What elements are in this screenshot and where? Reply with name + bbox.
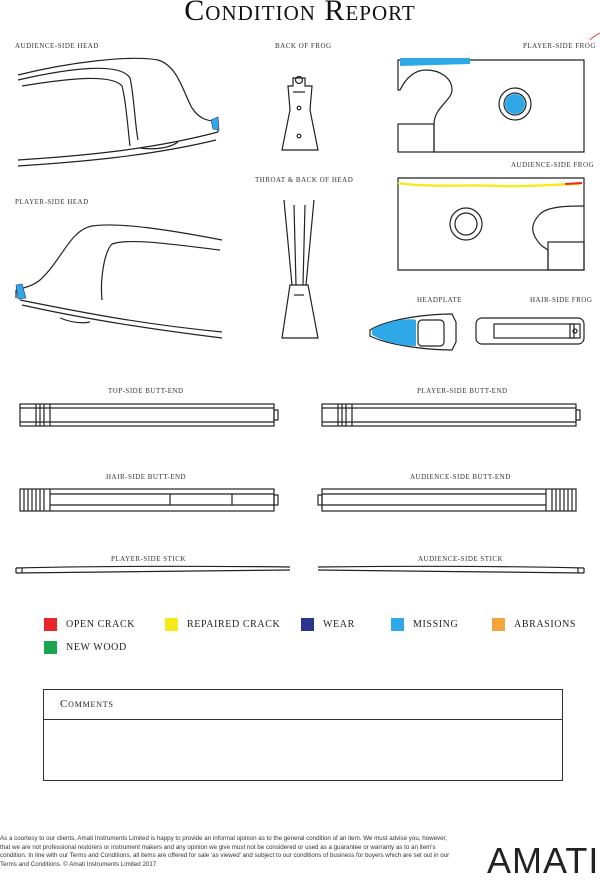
label-player-side-butt-end: PLAYER-SIDE BUTT-END <box>417 387 508 395</box>
amati-logo: AMATI <box>487 840 600 881</box>
player-side-head-drawing <box>16 225 222 338</box>
audience-side-head-drawing <box>18 58 218 166</box>
label-audience-side-butt-end: AUDIENCE-SIDE BUTT-END <box>410 473 511 481</box>
condition-markings <box>16 33 600 346</box>
hair-side-butt-end-drawing <box>20 489 278 511</box>
comments-field[interactable] <box>44 720 562 780</box>
legend-item-missing <box>391 618 458 631</box>
legend-swatch <box>391 618 404 631</box>
label-audience-side-frog: AUDIENCE-SIDE FROG <box>511 161 595 169</box>
legend-label: OPEN CRACK <box>66 619 136 630</box>
top-side-butt-end-drawing <box>20 404 278 426</box>
label-top-side-butt-end: TOP-SIDE BUTT-END <box>108 387 184 395</box>
audience-side-frog-drawing <box>398 178 584 270</box>
player-side-butt-end-drawing <box>322 404 580 426</box>
label-hair-side-frog: HAIR-SIDE FROG <box>530 296 593 304</box>
label-hair-side-butt-end: HAIR-SIDE BUTT-END <box>106 473 187 481</box>
label-player-side-head: PLAYER-SIDE HEAD <box>15 198 89 206</box>
label-player-side-stick: PLAYER-SIDE STICK <box>111 555 186 563</box>
legend-label: REPAIRED CRACK <box>187 619 281 630</box>
throat-drawing <box>282 200 318 338</box>
label-headplate: HEADPLATE <box>417 296 462 304</box>
legend-item-repaired-crack <box>165 618 280 631</box>
legend-label: ABRASIONS <box>514 619 577 630</box>
label-back-of-frog: BACK OF FROG <box>275 42 332 50</box>
comments-heading: Comments <box>44 690 562 720</box>
legend-label: NEW WOOD <box>66 642 127 653</box>
player-side-stick-drawing <box>16 566 290 573</box>
label-throat-back-of-head: THROAT & BACK OF HEAD <box>255 176 354 184</box>
player-side-frog-drawing <box>398 60 584 152</box>
legend-swatch <box>44 641 57 654</box>
label-player-side-frog: PLAYER-SIDE FROG <box>523 42 596 50</box>
legend-label: WEAR <box>323 619 355 630</box>
legend-item-open-crack <box>44 618 135 631</box>
legend-label: MISSING <box>413 619 459 630</box>
label-audience-side-head: AUDIENCE-SIDE HEAD <box>15 42 99 50</box>
label-audience-side-stick: AUDIENCE-SIDE STICK <box>418 555 504 563</box>
legend-swatch <box>301 618 314 631</box>
legend-swatch <box>165 618 178 631</box>
audience-side-stick-drawing <box>318 566 584 573</box>
back-of-frog-drawing <box>282 77 318 151</box>
hair-side-frog-drawing <box>476 318 584 344</box>
legend-swatch <box>44 618 57 631</box>
comments-box <box>43 689 563 781</box>
disclaimer-text: As a courtesy to our clients, Amati Instruments Limited is happy to provide an informal opinion as to the general condition of an item. We must advise you, however, that we are not professional restorers or instrument makers and any opinion we give must not be considered or used as a guarantee or warranty as to an item's condition. In line with our Terms and Conditions, all items are offered for sale 'as viewed' and subject to our conditions of business for buyers which are set out in our Terms and Conditions. © Amati Instruments Limited 2017 <box>0 835 450 868</box>
legend-swatch <box>492 618 505 631</box>
page-title: Condition Report <box>184 0 416 27</box>
legend-item-abrasions <box>492 618 576 631</box>
legend-item-wear <box>301 618 355 631</box>
legend-item-new-wood <box>44 641 127 654</box>
audience-side-butt-end-drawing <box>318 489 576 511</box>
